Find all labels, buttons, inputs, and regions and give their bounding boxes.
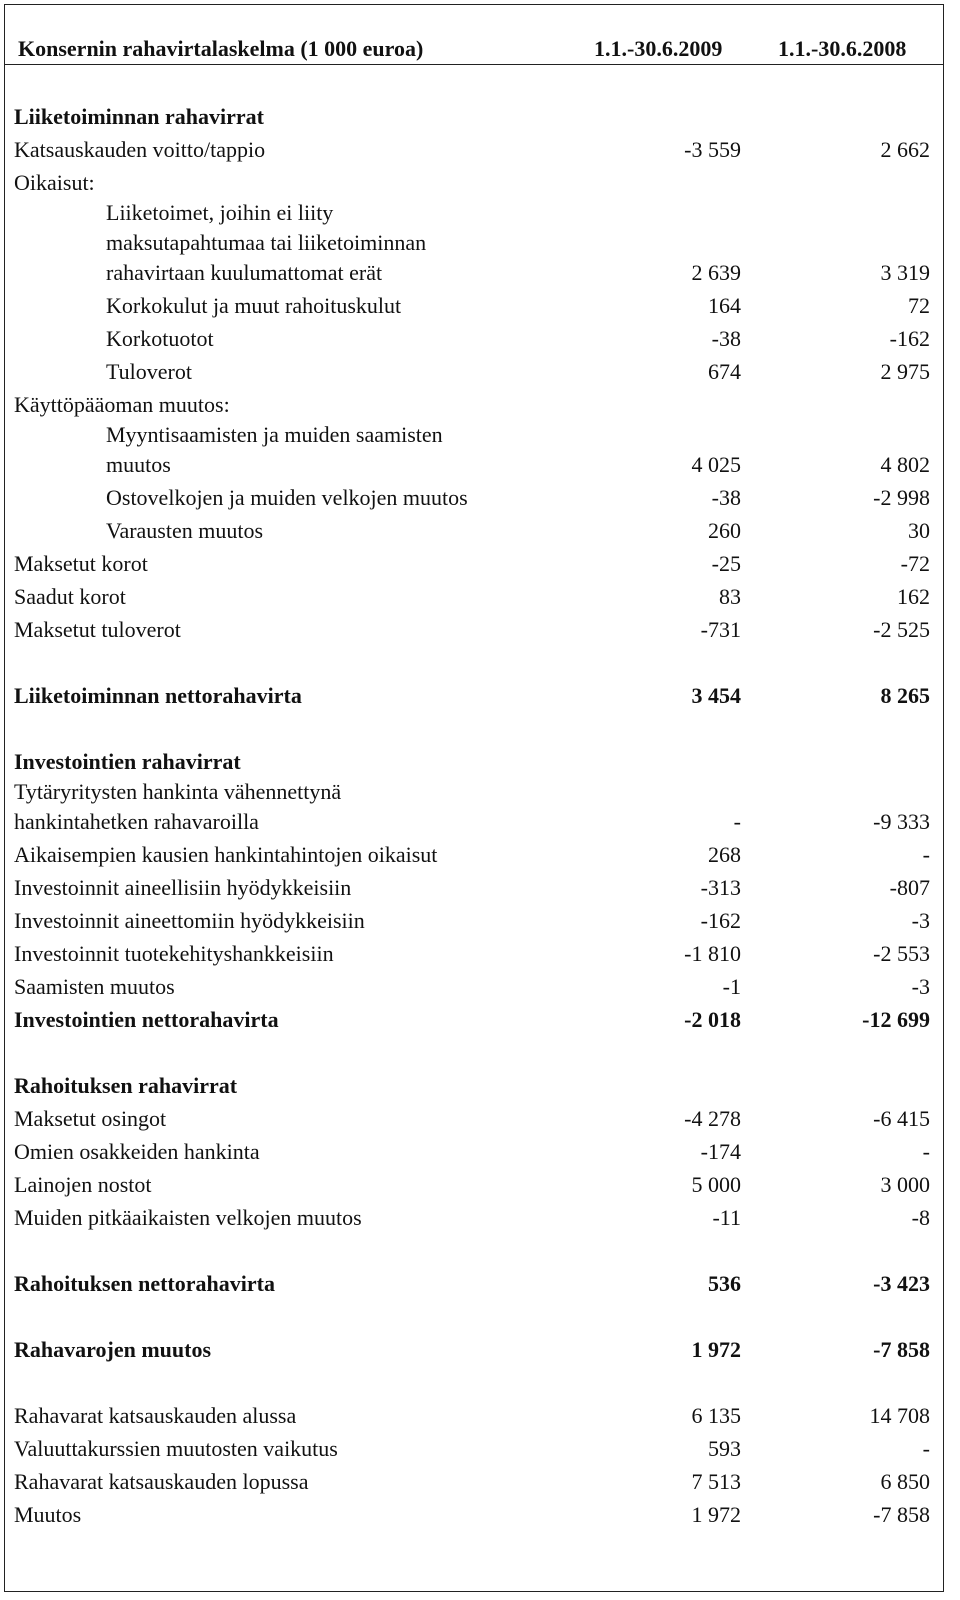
value-2008: -162 [889,326,930,351]
value-2008: -3 [911,974,930,999]
row-label: Rahoituksen nettorahavirta [14,1271,275,1296]
value-2008: 4 802 [880,452,930,477]
value-2009: -3 559 [684,137,741,162]
value-2009: 6 135 [691,1403,741,1428]
value-2008: -807 [889,875,930,900]
value-2008: -7 858 [873,1502,930,1527]
value-2008: -2 998 [873,485,930,510]
table-row [0,390,960,420]
row-label: Maksetut korot [14,551,148,576]
table-row [0,324,960,354]
row-label: Rahavarojen muutos [14,1337,212,1362]
row-label: rahavirtaan kuulumattomat erät [106,260,383,285]
value-2009: 1 972 [691,1337,741,1362]
row-label: hankintahetken rahavaroilla [14,809,259,834]
row-label: Rahavarat katsauskauden lopussa [14,1469,309,1494]
table-row [0,906,960,936]
row-label: Investointien nettorahavirta [14,1007,279,1032]
table-row [0,1500,960,1530]
value-2008: - [922,1436,930,1461]
value-2009: -38 [711,326,741,351]
table-row [0,1071,960,1101]
row-label: Rahoituksen rahavirrat [14,1073,238,1098]
row-label: Liiketoimet, joihin ei liity [106,200,334,225]
value-2009: -174 [700,1139,741,1164]
value-2009: -4 278 [684,1106,741,1131]
value-2008: -12 699 [862,1007,930,1032]
value-2008: -9 333 [873,809,930,834]
value-2009: -1 [722,974,741,999]
row-label: Katsauskauden voitto/tappio [14,137,266,162]
header-divider [4,64,944,65]
row-label: Ostovelkojen ja muiden velkojen muutos [106,485,468,510]
value-2008: 2 975 [880,359,930,384]
period-2009-header: 1.1.-30.6.2009 [594,36,723,61]
row-label: Käyttöpääoman muutos: [14,392,230,417]
value-2008: 14 708 [869,1403,930,1428]
statement-title: Konsernin rahavirtalaskelma (1 000 euroa) [18,36,424,61]
row-label: Muutos [14,1502,82,1527]
row-label: Tuloverot [106,359,192,384]
value-2008: 2 662 [880,137,930,162]
value-2008: 30 [908,518,930,543]
table-row [0,1401,960,1431]
value-2008: -7 858 [873,1337,930,1362]
value-2008: - [922,842,930,867]
table-row [0,1104,960,1134]
table-row [0,777,960,807]
table-row [0,840,960,870]
value-2009: 260 [708,518,741,543]
value-2008: -3 [911,908,930,933]
row-label: maksutapahtumaa tai liiketoiminnan [106,230,427,255]
row-label: Oikaisut: [14,170,95,195]
value-2008: 3 000 [880,1172,930,1197]
table-row [0,450,960,480]
row-label: Saamisten muutos [14,974,175,999]
value-2008: 162 [897,584,930,609]
row-label: Maksetut osingot [14,1106,167,1131]
value-2008: -8 [911,1205,930,1230]
value-2009: -313 [700,875,741,900]
table-row [0,420,960,450]
row-label: Tytäryritysten hankinta vähennettynä [14,779,342,804]
row-label: Omien osakkeiden hankinta [14,1139,260,1164]
row-label: muutos [106,452,171,477]
value-2009: 7 513 [691,1469,741,1494]
value-2009: 5 000 [691,1172,741,1197]
value-2009: 2 639 [691,260,741,285]
table-row [0,615,960,645]
row-label: Aikaisempien kausien hankintahintojen oikaisut [14,842,438,867]
row-label: Liiketoiminnan nettorahavirta [14,683,302,708]
row-label: Maksetut tuloverot [14,617,181,642]
row-label: Muiden pitkäaikaisten velkojen muutos [14,1205,362,1230]
value-2008: -3 423 [873,1271,930,1296]
value-2009: 4 025 [691,452,741,477]
period-2008-header: 1.1.-30.6.2008 [778,36,907,61]
table-row [0,582,960,612]
row-label: Rahavarat katsauskauden alussa [14,1403,297,1428]
value-2009: -162 [700,908,741,933]
table-row [0,1005,960,1035]
value-2008: 6 850 [880,1469,930,1494]
table-row [0,1137,960,1167]
value-2009: -2 018 [684,1007,741,1032]
value-2009: -1 810 [684,941,741,966]
table-row [0,873,960,903]
value-2008: -2 525 [873,617,930,642]
row-label: Korkotuotot [106,326,214,351]
table-row [0,1269,960,1299]
row-label: Investoinnit tuotekehityshankkeisiin [14,941,334,966]
row-label: Investointien rahavirrat [14,749,241,774]
table-row [0,1434,960,1464]
table-row [0,258,960,288]
row-label: Investoinnit aineellisiin hyödykkeisiin [14,875,352,900]
value-2008: -6 415 [873,1106,930,1131]
value-2009: 1 972 [691,1502,741,1527]
table-row [0,1335,960,1365]
table-row [0,102,960,132]
value-2009: -731 [700,617,741,642]
table-row [0,357,960,387]
value-2008: 72 [908,293,930,318]
table-row [0,291,960,321]
row-label: Investoinnit aineettomiin hyödykkeisiin [14,908,365,933]
value-2009: 83 [719,584,741,609]
row-label: Varausten muutos [106,518,264,543]
table-row [0,681,960,711]
table-row [0,1203,960,1233]
table-row [0,483,960,513]
value-2008: - [922,1139,930,1164]
value-2009: -25 [711,551,741,576]
row-label: Saadut korot [14,584,126,609]
table-row [0,1170,960,1200]
value-2009: - [733,809,741,834]
value-2009: 593 [708,1436,741,1461]
row-label: Korkokulut ja muut rahoituskulut [106,293,402,318]
value-2008: -2 553 [873,941,930,966]
table-row [0,807,960,837]
table-row [0,168,960,198]
value-2009: 164 [708,293,741,318]
table-row [0,939,960,969]
table-row [0,549,960,579]
value-2009: 536 [708,1271,741,1296]
table-row [0,516,960,546]
value-2008: 8 265 [880,683,930,708]
value-2008: 3 319 [880,260,930,285]
value-2009: 674 [708,359,741,384]
table-row [0,972,960,1002]
value-2009: 268 [708,842,741,867]
table-row [0,1467,960,1497]
table-row [0,747,960,777]
table-row [0,135,960,165]
row-label: Liiketoiminnan rahavirrat [14,104,264,129]
row-label: Myyntisaamisten ja muiden saamisten [106,422,443,447]
table-header [0,34,960,64]
table-row [0,198,960,228]
value-2009: 3 454 [691,683,741,708]
value-2009: -38 [711,485,741,510]
value-2008: -72 [900,551,930,576]
row-label: Lainojen nostot [14,1172,152,1197]
table-row [0,228,960,258]
value-2009: -11 [712,1205,741,1230]
row-label: Valuuttakurssien muutosten vaikutus [14,1436,338,1461]
